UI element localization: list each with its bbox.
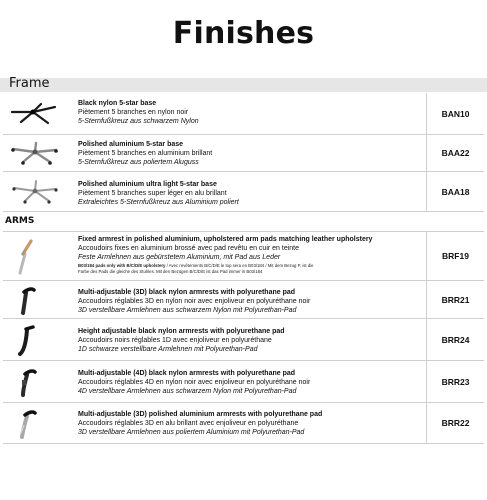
product-code: BRR23 xyxy=(426,361,484,402)
product-desc-fr: Piètement 5 branches super léger en alu brillant xyxy=(78,190,227,197)
height-adjustable-armrest-image xyxy=(3,319,67,360)
product-desc-fr: Accoudoirs fixes en aluminium brossé avec pad revêtu en cuir en teinte xyxy=(78,245,300,252)
ultra-light-aluminium-base-image xyxy=(3,172,67,211)
product-code: BAA18 xyxy=(426,172,484,211)
product-name: Multi-adjustable (4D) black nylon armrests with polyurethane pad xyxy=(78,370,296,377)
product-code: BAA22 xyxy=(426,135,484,171)
black-nylon-base-image xyxy=(3,93,67,134)
product-desc-fr: Accoudoirs noirs réglables 1D avec enjoliveur en polyuréthane xyxy=(78,337,272,344)
product-desc-de: 5-Sternfußkreuz aus poliertem Aluguss xyxy=(78,159,199,166)
frame-row xyxy=(3,172,484,212)
product-code: BAN10 xyxy=(426,93,484,134)
product-desc-de: Extraleichtes 5-Sternfußkreuz aus Aluminium poliert xyxy=(78,199,239,206)
product-desc-fr: Accoudoirs réglables 3D en nylon noir avec enjoliveur en polyuréthane noir xyxy=(78,298,311,305)
product-name: Fixed armrest in polished aluminium, upholstered arm pads matching leather upholstery xyxy=(78,236,373,243)
product-name: Multi-adjustable (3D) black nylon armrests with polyurethane pad xyxy=(78,289,296,296)
product-name: Polished aluminium 5-star base xyxy=(78,141,184,148)
arm-row xyxy=(3,361,484,403)
product-name: Height adjustable black nylon armrests with polyurethane pad xyxy=(78,328,285,335)
frame-row xyxy=(3,135,484,172)
frame-section-label: Frame xyxy=(9,76,50,91)
product-desc-de: 4D verstellbare Armlehnen aus schwarzem Nylon mit Polyurethan-Pad xyxy=(78,388,297,395)
product-note-line2: Farbe des Pads die gleiche des Stuhles. Mit den Bezügen B/C/D/E ist das Pad immer in B03/184 xyxy=(78,268,263,274)
product-desc-fr: Piètement 5 branches en nylon noir xyxy=(78,109,189,116)
3d-black-armrest-image xyxy=(3,281,67,318)
4d-black-armrest-image xyxy=(3,361,67,402)
product-name: Polished aluminium ultra light 5-star base xyxy=(78,181,217,188)
fixed-armrest-image xyxy=(3,232,67,280)
polished-aluminium-base-image xyxy=(3,135,67,171)
product-code: BRR22 xyxy=(426,403,484,443)
3d-aluminium-armrest-image xyxy=(3,403,67,443)
product-desc-de: 3D verstellbare Armlehnen aus schwarzem Nylon mit Polyurethan-Pad xyxy=(78,307,297,314)
arms-section-label: ARMS xyxy=(5,216,35,226)
arm-row xyxy=(3,231,484,281)
product-note-text: / Avec revêtements B/C/D/E le top sera en B03/184 / Mit dem Bezug P, ist die xyxy=(165,263,314,268)
product-desc-fr: Accoudoirs réglables 4D en nylon noir avec enjoliveur en polyuréthane noir xyxy=(78,379,311,386)
product-desc-fr: Piètement 5 branches en aluminium brillant xyxy=(78,150,213,157)
product-desc-de: 5-Sternfußkreuz aus schwarzem Nylon xyxy=(78,118,199,125)
product-name: Multi-adjustable (3D) polished aluminium armrests with polyurethane pad xyxy=(78,411,323,418)
product-note-bold: B03/184 pads only with B/C/D/E upholstery xyxy=(78,263,166,268)
arm-row xyxy=(3,403,484,444)
product-code: BRR24 xyxy=(426,319,484,360)
product-desc-de: 3D verstellbare Armlehnen aus poliertem Aluminium mit Polyurethan-Pad xyxy=(78,429,305,436)
page-title: Finishes xyxy=(172,16,315,51)
product-code: BRR21 xyxy=(426,281,484,318)
arm-row xyxy=(3,319,484,361)
frame-section-header xyxy=(0,78,487,92)
product-desc-fr: Accoudoirs réglables 3D en alu brillant avec enjoliveur en polyuréthane xyxy=(78,420,299,427)
frame-row xyxy=(3,93,484,135)
product-desc-de: Feste Armlehnen aus gebürstetem Aluminium, mit Pad aus Leder xyxy=(78,254,281,261)
arm-row xyxy=(3,281,484,319)
product-desc-de: 1D schwarze verstellbare Armlehnen mit Polyurethan-Pad xyxy=(78,346,258,353)
product-name: Black nylon 5-star base xyxy=(78,100,157,107)
product-code: BRF19 xyxy=(426,232,484,280)
